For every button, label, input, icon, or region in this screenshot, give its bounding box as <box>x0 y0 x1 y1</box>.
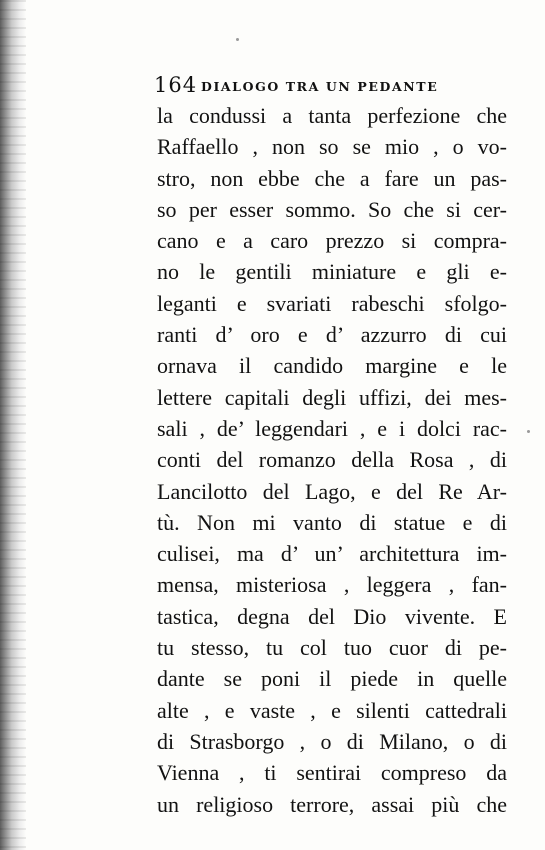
text-line: sali , de’ leggendari , e i dolci rac- <box>157 415 507 441</box>
text-line: so per esser sommo. So che si cer- <box>157 196 507 222</box>
text-line: tu stesso, tu col tuo cuor di pe- <box>157 635 507 661</box>
text-line: leganti e svariati rabeschi sfolgo- <box>157 290 507 316</box>
text-line: ranti d’ oro e d’ azzurro di cui <box>157 322 507 348</box>
text-line: lettere capitali degli uffizi, dei mes- <box>157 384 507 410</box>
body-text <box>157 100 507 820</box>
paper-speck <box>236 38 239 41</box>
text-line: la condussi a tanta perfezione che <box>157 103 507 128</box>
running-head: DIALOGO TRA UN PEDANTE <box>201 79 439 94</box>
text-line: Lancilotto del Lago, e del Re Ar- <box>157 478 507 504</box>
paper-speck <box>527 430 530 433</box>
text-line: Vienna , ti sentirai compreso da <box>157 760 507 786</box>
text-line: cano e a caro prezzo si compra- <box>157 228 507 254</box>
text-line: di Strasborgo , o di Milano, o di <box>157 728 507 754</box>
text-line: tù. Non mi vanto di statue e di <box>157 509 507 535</box>
text-line: tastica, degna del Dio vivente. E <box>157 603 507 629</box>
text-line: conti del romanzo della Rosa , di <box>157 447 507 473</box>
text-line: culisei, ma d’ un’ architettura im- <box>157 541 507 567</box>
page-header <box>154 73 484 99</box>
text-line: stro, non ebbe che a fare un pas- <box>157 165 507 191</box>
text-line: un religioso terrore, assai più che <box>157 791 507 817</box>
page-number: 164 <box>154 73 198 97</box>
binding-wear-marks <box>0 0 26 850</box>
text-line: no le gentili miniature e gli e- <box>157 259 507 285</box>
text-line: dante se poni il piede in quelle <box>157 666 507 692</box>
text-line: mensa, misteriosa , leggera , fan- <box>157 572 507 598</box>
text-line: Raffaello , non so se mio , o vo- <box>157 134 507 160</box>
text-line: ornava il candido margine e le <box>157 353 507 379</box>
text-line: alte , e vaste , e silenti cattedrali <box>157 697 507 723</box>
